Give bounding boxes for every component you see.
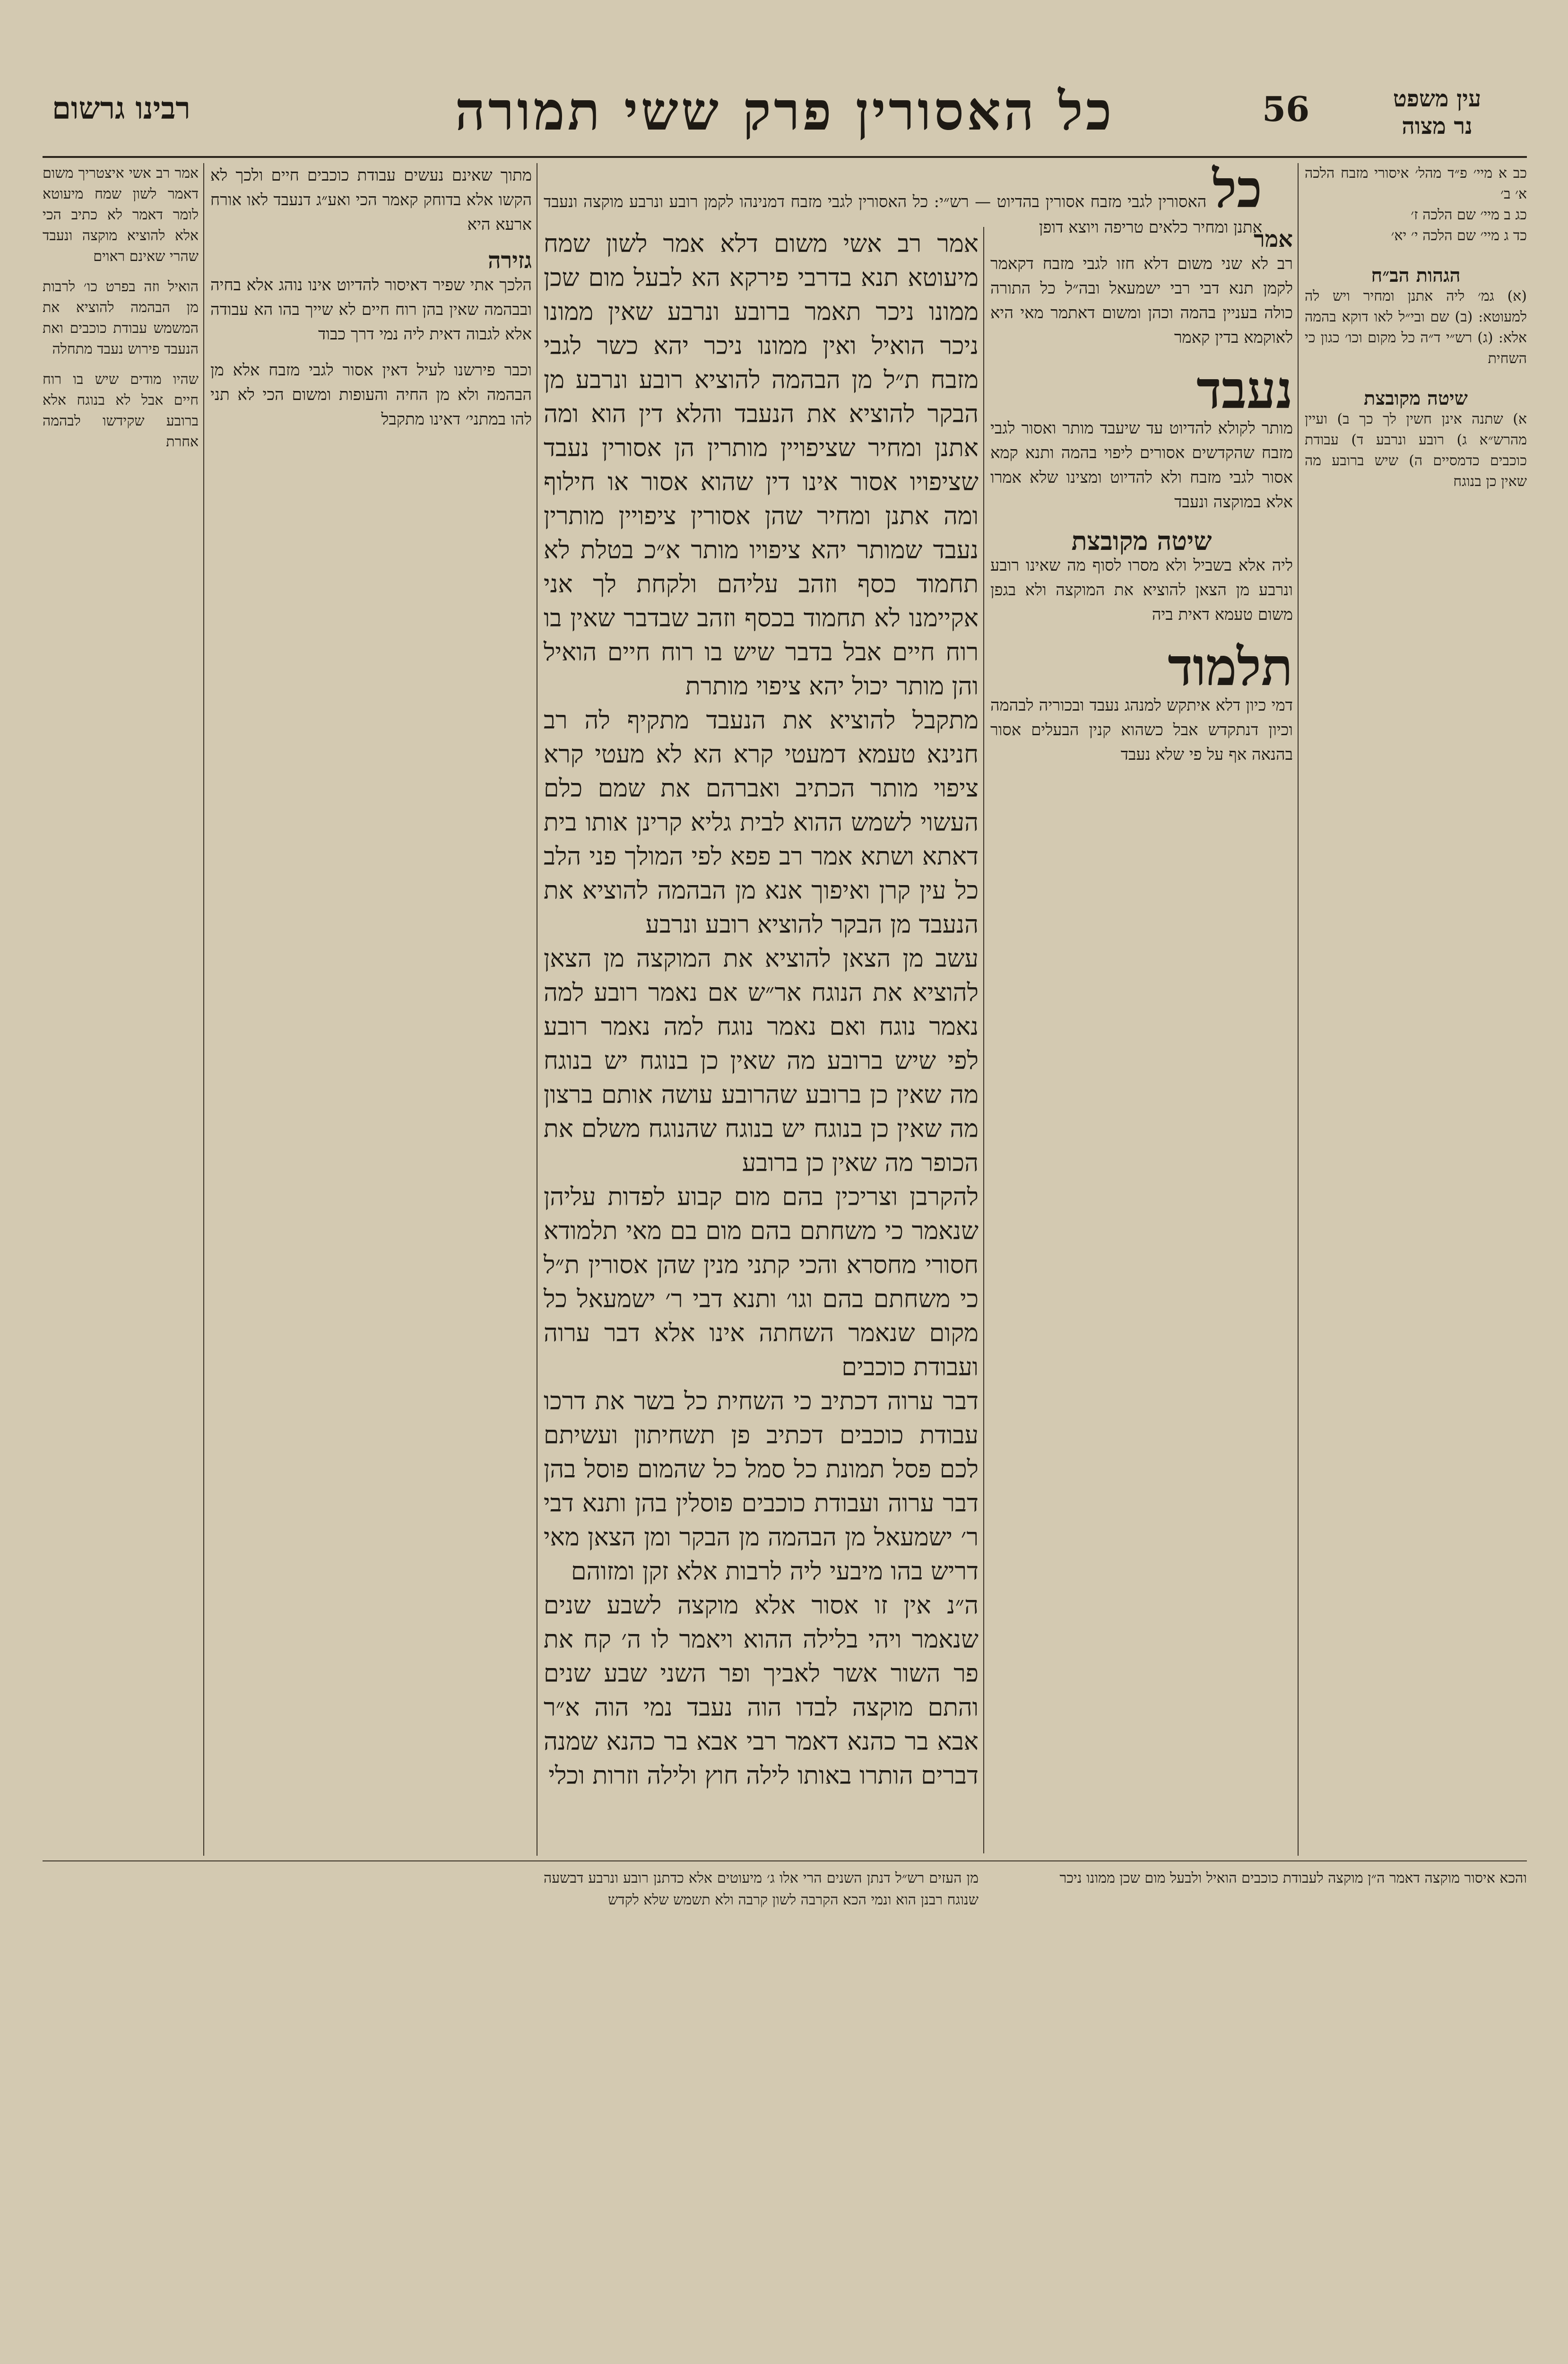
ein-mishpat-label: עין משפט נר מצוה (1393, 86, 1481, 139)
rabbenu-text-1: אמר רב אשי איצטריך משום דאמר לשון שמח מיעוטא לומר דאמר לא כתיב הכי אלא להוציא מוקצה ונעבד שהרי שאינם ראוים (43, 165, 199, 265)
opening-line: האסורין לגבי מזבח אסורין בהדיוט — רש״י: כל האסורין לגבי מזבח דמנינהו לקמן רובע ונרבע מוקצה ונעבד אתנן ומחיר כלאים טריפה ויוצא דופן (544, 192, 1262, 237)
hagahot-bach-text: (א) גמ׳ ליה אתנן ומחיר ויש לה למעוטא: (ב) שם ובי״ל לאו דוקא בהמה אלא: (ג) רש״י ד״ה כל מקום וכו׳ כגון כי השחית (1305, 288, 1527, 367)
header-rule (43, 156, 1527, 158)
rashi-text-1: רב לא שני משום דלא חזו לגבי מזבח דקאמר לקמן תנא דבי רבי ישמעאל ובה״ל כל התורה כולה בעניין בהמה וכהן ומשום דאתמר מאי היא לאוקמא בדין קאמר (990, 254, 1293, 347)
ein-mishpat-text-3: כד ג מיי׳ שם הלכה י׳ יא׳ (1391, 227, 1527, 244)
shita-text: א) שתנה אינן חשין לך כך ב) ועיין מהרש״א ג) רובע ונרבע ד) עבודת כוכבים כדמסיים ה) שיש ברובע מה שאין כן בנוגח (1305, 411, 1527, 490)
gemara-text-2: מתקבל להוציא את הנעבד מתקיף לה רב חנינא טעמא דמעטי קרא הא לא מעטי קרא ציפוי מותר הכתיב ואברהם את שמם כלם העשוי לשמש ההוא לבית גליא קרינן אותו בית דאתא ושתא אמר רב פפא לפי המולך פני הלב כל עין קרן ואיפוך אנא מן הבהמה להוציא את הנעבד מן הבקר להוציא רובע ונרבע (544, 706, 979, 939)
gemara-text-6: ה״נ אין זו אסור אלא מוקצה לשבע שנים שנאמר ויהי בלילה ההוא ויאמר לו ה׳ קח את פר השור אשר לאביך ופר השני שבע שנים והתם מוקצה לבדו הוה נעבד נמי הוה א״ר אבא בר כהנא דאמר רבי אבא בר כהנא שמנה דברים הותרו באותו לילה חוץ ולילה וזרות וכלי (544, 1591, 979, 1790)
ein-mishpat-text-1: כב א מיי׳ פ״ד מהל׳ איסורי מזבח הלכה א׳ ב׳ (1305, 165, 1527, 202)
page-header (0, 80, 1568, 151)
bottom-notes-text: והכא איסור מוקצה דאמר ה״ן מוקצה לעבודת כוכבים הואיל ולבעל מום שכן ממונו ניכר (1059, 1870, 1527, 1886)
running-title: כל האסורין פרק ששי תמורה (455, 80, 1115, 142)
tosafot-heading: גזירה (488, 247, 532, 274)
rashi-heading-1: אמר (1254, 226, 1293, 252)
gemara-text-1: אמר רב אשי משום דלא אמר לשון שמח מיעוטא תנא בדרבי פירקא הא לבעל מום שכן ממונו ניכר תאמר ברובע ונרבע שאין ממונו ניכר הואיל ואין ממונו ניכר יהא כשר לגבי מזבח ת״ל מן הבהמה להוציא רובע ונרבע מן הבקר להוציא את הנעבד והלא דין הוא ומה אתנן ומחיר שציפויין מותרין הן אסורין נעבד שציפויו אסור אינו דין שהוא אסור או חילוף ומה אתנן ומחיר שהן אסורין ציפויין מותרין נעבד שמותר יהא ציפויו מותר א״כ בטלת לא תחמוד כסף וזהב עליהם ולקחת לך אני אקיימנו לא תחמוד בכסף וזהב שבדבר שאין בו רוח חיים אבל בדבר שיש בו רוח חיים הואיל והן מותר יכול יהא ציפוי מותרת (544, 230, 979, 701)
rashi-section-title: שיטה מקובצת (1071, 526, 1212, 556)
column-divider (1298, 163, 1299, 1856)
bottom-notes-text: מן העזים רש״ל דנתן השנים הרי אלו ג׳ מיעוטים אלא כדתנן רובע ונרבע דבשעה שנוגח רבנן הוא ונמי הכא הקרבה לשון קרבה ולא תשמש שלא לקדש (544, 1870, 979, 1908)
opening-word: כל (1212, 158, 1262, 219)
ein-mishpat-text-2: כג ב מיי׳ שם הלכה ז׳ (1411, 207, 1527, 223)
gemara-text-4: להקרבן וצריכין בהם מום קבוע לפדות עליהן שנאמר כי משחתם בהם מום בם מאי תלמודא חסורי מחסרא והכי קתני מנין שהן אסורין ת״ל כי משחתם בהם וגו׳ ותנא דבי ר׳ ישמעאל כל מקום שנאמר השחתה אינו אלא דבר ערוה ועבודת כוכבים (544, 1183, 979, 1382)
left-commentary-label: רבינו גרשום (52, 91, 191, 126)
rashi-text-2: מותר לקולא להדיוט עד שיעבד מותר ואסור לגבי מזבח שהקדשים אסורים ליפוי בהמה ותנא קמא אסור לגבי מזבח ולא להדיוט ומצינו שלא אמרו אלא במוקצה ונעבד (990, 419, 1293, 512)
tosafot-text-2: הלכך אתי שפיר דאיסור להדיוט אינו נוהג אלא בחיה ובבהמה שאין בהן רוח חיים לא שייך בהו הא עבודה אלא לגבוה דאית ליה נמי דרך כבוד (210, 276, 532, 344)
tosafot-column (210, 163, 532, 1856)
tosafot-text-3: וכבר פירשנו לעיל דאין אסור לגבי מזבח אלא מן הבהמה ולא מן החיה והעופות ומשום הכי לא תני להו במתני׳ דאינו מתקבל (210, 361, 532, 429)
shita-title: שיטה מקובצת (1364, 387, 1468, 409)
bottom-notes-left (544, 1868, 979, 1938)
column-divider (983, 227, 984, 1853)
tosafot-text-1: מתוך שאינם נעשים עבודת כוכבים חיים ולכך לא הקשו אלא בדוחק קאמר הכי ואע״ג דנעבד לאו אורח ארעא היא (210, 166, 532, 234)
talmud-word: תלמוד (1168, 636, 1293, 697)
gemara-text-5: דבר ערוה דכתיב כי השחית כל בשר את דרכו עבודת כוכבים דכתיב פן תשחיתון ועשיתם לכם פסל תמונת כל סמל כל שהמום פוסל בהן דבר ערוה ועבודת כוכבים פוסלין בהן ותנא דבי ר׳ ישמעאל מן הבהמה מן הבקר ומן הצאן מאי דריש בהו מיבעי ליה לרבות אלא זקן ומזוהם (544, 1387, 979, 1586)
opening-block (544, 158, 1262, 237)
bottom-divider (43, 1860, 1527, 1861)
rashi-heading-2: נעבד (1196, 359, 1293, 420)
rashi-text-4: דמי כיון דלא איתקש למנהג נעבד ובכוריה לבהמה וכיון דנתקדש אבל כשהוא קנין הבעלים אסור בהנאה אף על פי שלא נעבד (990, 696, 1293, 764)
bottom-notes-right (990, 1868, 1527, 1938)
rashi-text-3: ליה אלא בשביל ולא מסרו לסוף מה שאינו רובע ונרבע מן הצאן להוציא את המוקצה ולא בגפן משום טעמא דאית ביה (990, 556, 1293, 624)
rabbenu-gershom-column (43, 163, 199, 1856)
gemara-text-3: עשב מן הצאן להוציא את המוקצה מן הצאן להוציא את הנוגח אר״ש אם נאמר רובע למה נאמר נוגח ואם נאמר נוגח למה נאמר רובע לפי שיש ברובע מה שאין כן בנוגח יש בנוגח מה שאין כן ברובע שהרובע עושה אותם ברצון מה שאין כן בנוגח יש בנוגח שהנוגח משלם את הכופר מה שאין כן ברובע (544, 945, 979, 1177)
ein-mishpat-column (1305, 163, 1527, 1856)
gemara-main-column (544, 227, 979, 1853)
column-divider (203, 163, 204, 1856)
page-number: 56 (1262, 89, 1310, 129)
hagahot-bach-title: הגהות הב״ח (1371, 264, 1461, 287)
rashi-column (990, 227, 1293, 1853)
rabbenu-text-3: שהיו מודים שיש בו רוח חיים אבל לא בנוגח אלא ברובע שקידשו לבהמה אחרת (43, 371, 199, 450)
rabbenu-text-2: הואיל וזה בפרט כו׳ לרבות מן הבהמה להוציא את המשמש עבודת כוכבים ואת הנעבד פירוש נעבד מתחלה (43, 278, 199, 357)
